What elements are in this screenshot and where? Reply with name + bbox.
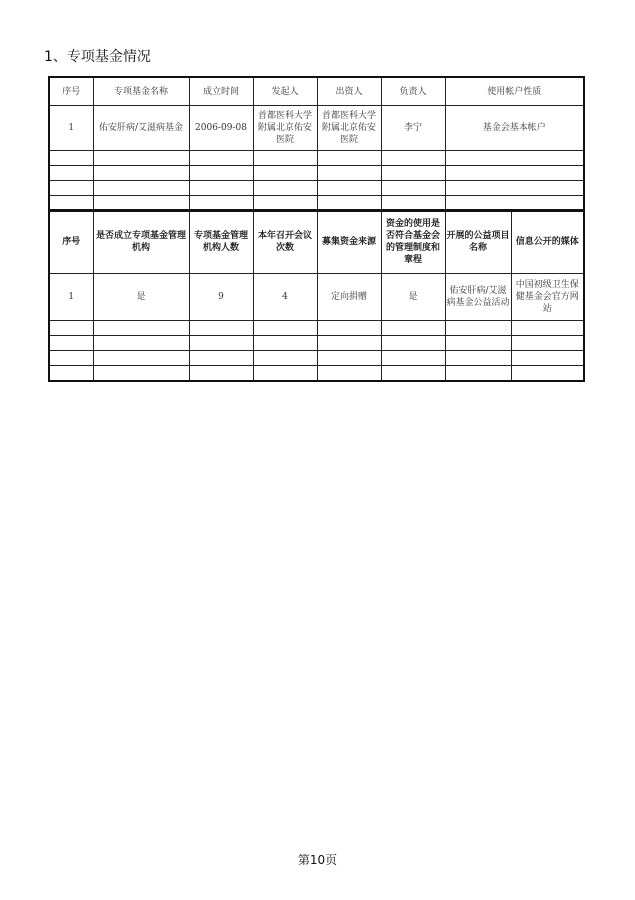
empty-row [49, 151, 584, 166]
cell-funder: 首都医科大学附属北京佑安医院 [317, 106, 381, 151]
cell-initiator: 首都医科大学附属北京佑安医院 [253, 106, 317, 151]
header-cell: 负责人 [381, 77, 445, 106]
header-cell: 出资人 [317, 77, 381, 106]
cell-founded-date: 2006-09-08 [189, 106, 253, 151]
header-cell: 发起人 [253, 77, 317, 106]
cell-manager: 李宁 [381, 106, 445, 151]
cell-compliance: 是 [381, 274, 445, 321]
empty-row [49, 366, 584, 382]
header-cell: 使用帐户性质 [445, 77, 584, 106]
cell-management-size: 9 [189, 274, 253, 321]
empty-row [49, 336, 584, 351]
cell-index: 1 [49, 274, 93, 321]
header-cell: 本年召开会议次数 [253, 210, 317, 274]
header-cell: 是否成立专项基金管理机构 [93, 210, 189, 274]
empty-row [49, 181, 584, 196]
table-header-row [49, 77, 584, 106]
empty-row [49, 166, 584, 181]
cell-account-type: 基金会基本帐户 [445, 106, 584, 151]
empty-row [49, 351, 584, 366]
fund-info-table [48, 76, 585, 212]
header-cell: 专项基金名称 [93, 77, 189, 106]
cell-fund-name: 佑安肝病/艾滋病基金 [93, 106, 189, 151]
cell-project-name: 佑安肝病/艾滋病基金公益活动 [445, 274, 511, 321]
cell-fund-source: 定向捐赠 [317, 274, 381, 321]
header-cell: 成立时间 [189, 77, 253, 106]
table-row [49, 106, 584, 151]
header-cell: 募集资金来源 [317, 210, 381, 274]
header-cell: 序号 [49, 77, 93, 106]
header-cell: 序号 [49, 210, 93, 274]
table-row [49, 274, 584, 321]
table-header-row [49, 210, 584, 274]
cell-index: 1 [49, 106, 93, 151]
section-title: 1、专项基金情况 [44, 49, 151, 65]
header-cell: 专项基金管理机构人数 [189, 210, 253, 274]
cell-meeting-count: 4 [253, 274, 317, 321]
header-cell: 开展的公益项目名称 [445, 210, 511, 274]
page-number: 第10页 [297, 853, 338, 867]
header-cell: 信息公开的媒体 [511, 210, 584, 274]
cell-has-management: 是 [93, 274, 189, 321]
fund-management-table [48, 209, 585, 382]
empty-row [49, 321, 584, 336]
header-cell: 资金的使用是否符合基金会的管理制度和章程 [381, 210, 445, 274]
cell-disclosure-media: 中国初级卫生保健基金会官方网站 [511, 274, 584, 321]
